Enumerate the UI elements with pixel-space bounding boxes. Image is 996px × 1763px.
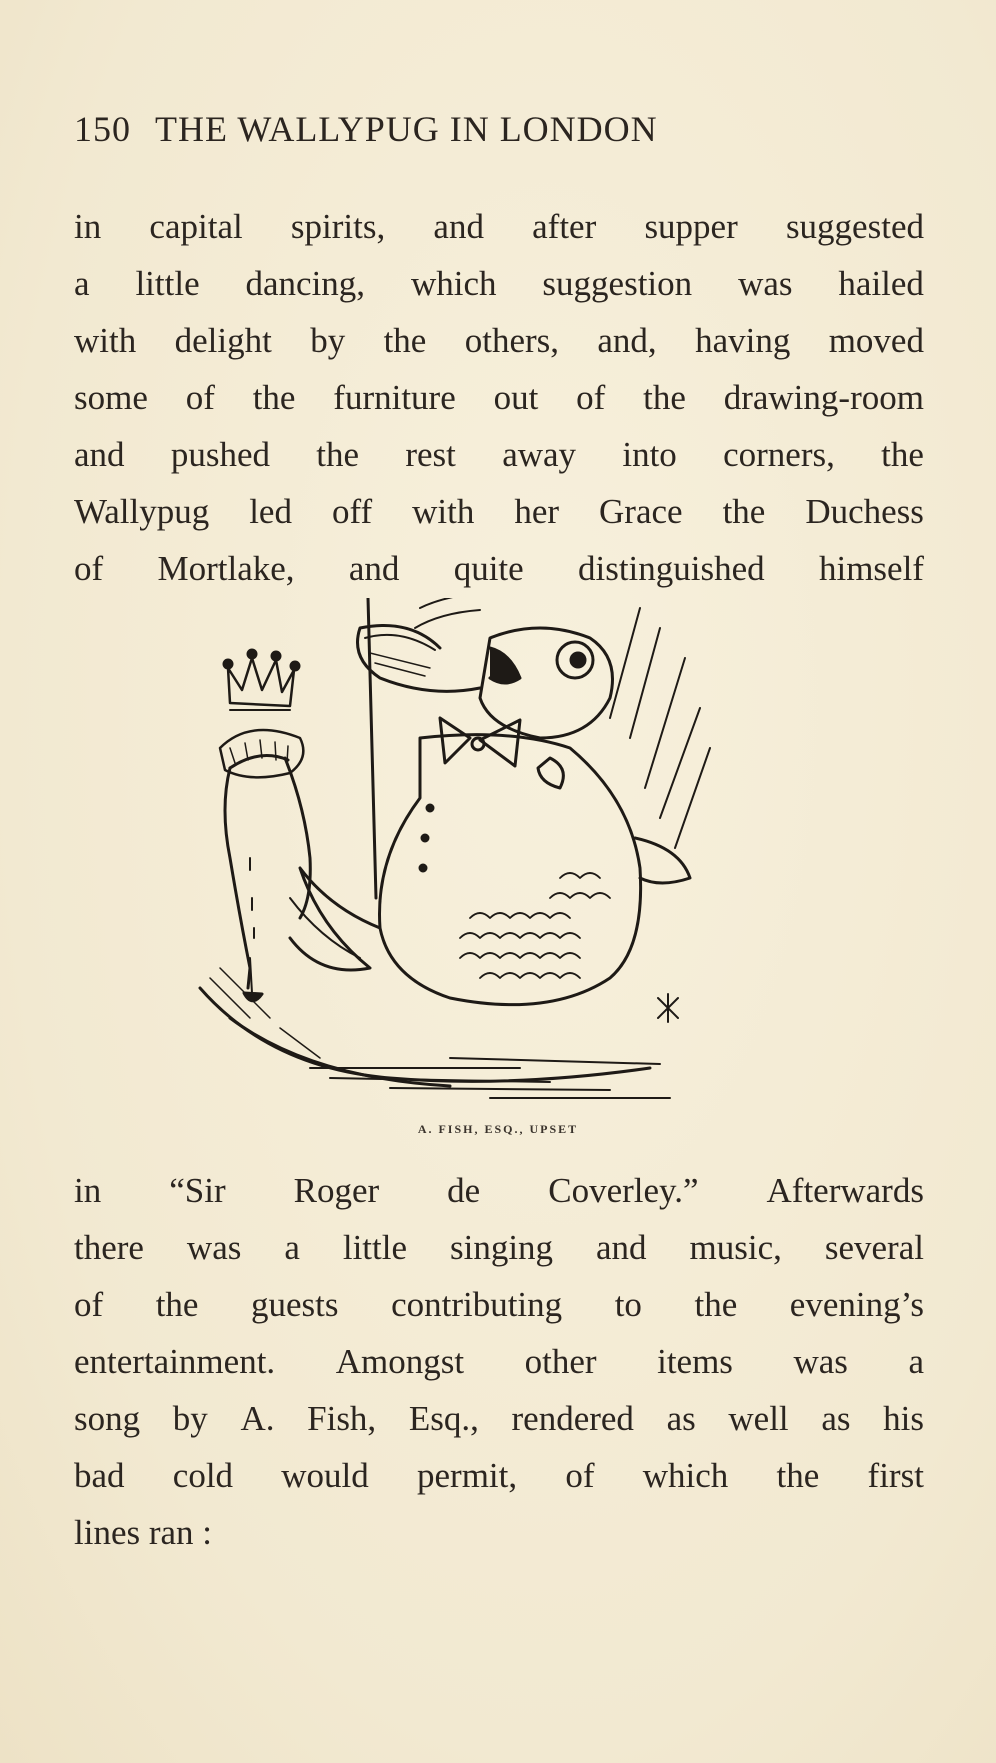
text-line: some of the furniture out of the drawing-room [74,378,924,417]
text-line: a little dancing, which suggestion was hailed [74,264,924,303]
text-line: lines ran : [74,1513,213,1552]
text-line: of Mortlake, and quite distinguished himself [74,549,924,588]
running-title: THE WALLYPUG IN LONDON [155,109,658,149]
paragraph-bottom [74,1162,924,1561]
page-number: 150 [74,109,131,149]
text-line: with delight by the others, and, having moved [74,321,924,360]
illustration-caption: A. FISH, ESQ., UPSET [417,1122,579,1136]
paragraph-top [74,198,924,597]
text-line: of the guests contributing to the evening’s [74,1285,924,1324]
running-header [74,108,658,150]
text-line: song by A. Fish, Esq., rendered as well as his [74,1399,924,1438]
text-line: in capital spirits, and after supper suggested [74,207,924,246]
text-line: in “Sir Roger de Coverley.” Afterwards [74,1171,924,1210]
text-line: entertainment. Amongst other items was a [74,1342,924,1381]
text-line: bad cold would permit, of which the first [74,1456,924,1495]
fish-upset-illustration [190,598,800,1106]
text-line: and pushed the rest away into corners, the [74,435,924,474]
text-line: Wallypug led off with her Grace the Duchess [74,492,924,531]
text-line: there was a little singing and music, several [74,1228,924,1267]
